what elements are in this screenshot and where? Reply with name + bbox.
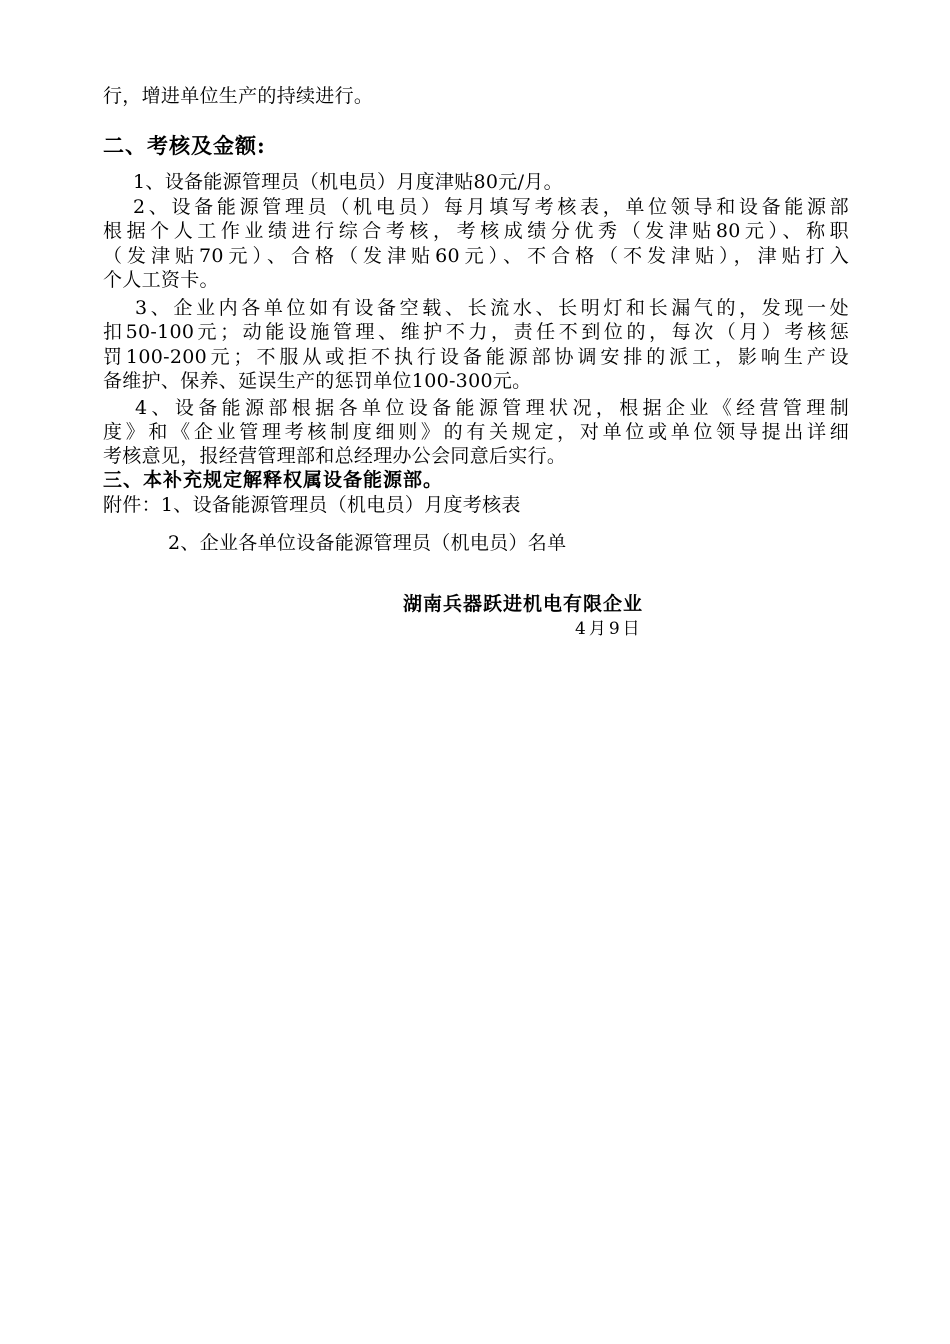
section-2-item-2-line-2: 根据个人工作业绩进行综合考核，考核成绩分优秀（发津贴80元）、称职 bbox=[103, 220, 849, 242]
section-2-item-4-line-3: 考核意见，报经营管理部和总经理办公会同意后实行。 bbox=[103, 445, 567, 467]
signature-company: 湖南兵器跃进机电有限企业 bbox=[403, 593, 644, 615]
section-2-item-2-line-1: 2、设备能源管理员（机电员）每月填写考核表，单位领导和设备能源部 bbox=[133, 196, 849, 218]
section-2-item-3-line-3: 罚100-200元；不服从或拒不执行设备能源部协调安排的派工，影响生产设 bbox=[103, 346, 849, 368]
section-2-item-1: 1、设备能源管理员（机电员）月度津贴80元/月。 bbox=[133, 171, 563, 193]
section-2-item-3-line-1: 3、企业内各单位如有设备空载、长流水、长明灯和长漏气的，发现一处 bbox=[135, 297, 849, 319]
section-2-item-2-line-3: （发津贴70元）、合格（发津贴60元）、不合格（不发津贴），津贴打入 bbox=[103, 245, 849, 267]
signature-date: 4月9日 bbox=[575, 619, 643, 639]
section-2-item-2-line-4: 个人工资卡。 bbox=[103, 269, 219, 291]
attachment-line-1: 附件：1、设备能源管理员（机电员）月度考核表 bbox=[103, 494, 521, 516]
section-2-item-3-line-4: 备维护、保养、延误生产的惩罚单位100-300元。 bbox=[103, 370, 532, 392]
attachment-line-2: 2、企业各单位设备能源管理员（机电员）名单 bbox=[168, 532, 567, 554]
section-2-item-4-line-1: 4、设备能源部根据各单位设备能源管理状况，根据企业《经营管理制 bbox=[135, 397, 849, 419]
section-2-title: 二、考核及金额: bbox=[103, 133, 266, 158]
section-2-item-3-line-2: 扣50-100元；动能设施管理、维护不力，责任不到位的，每次（月）考核惩 bbox=[103, 321, 849, 343]
section-3-title: 三、本补充规定解释权属设备能源部。 bbox=[103, 469, 444, 491]
section-2-item-4-line-2: 度》和《企业管理考核制度细则》的有关规定，对单位或单位领导提出详细 bbox=[103, 421, 849, 443]
intro-tail-text: 行，增进单位生产的持续进行。 bbox=[103, 85, 374, 107]
